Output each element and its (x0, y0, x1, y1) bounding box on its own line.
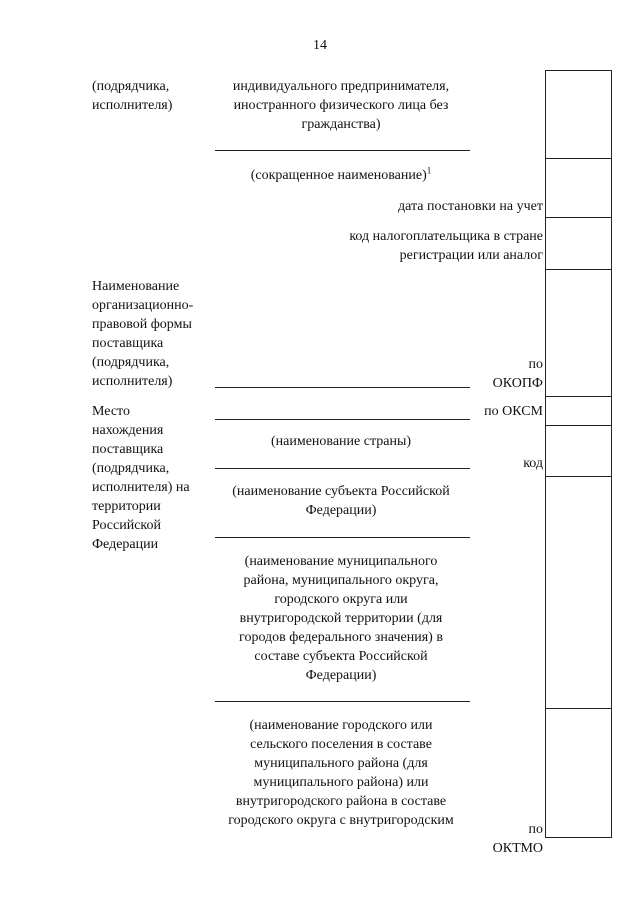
field-line-org-form (215, 387, 470, 388)
caption-municipal-district: (наименование муниципального района, муниципального округа, городского округа или внутригородской территории (для городов федерального значения) в составе субъекта Российской Федерации) (239, 554, 443, 683)
page-number: 14 (313, 38, 327, 53)
label-org-form: Наименование организационно- правовой формы поставщика (подрядчика, исполнителя) (92, 279, 194, 389)
footnote-marker: 1 (426, 165, 432, 176)
caption-country: (наименование страны) (270, 434, 412, 449)
caption-subject: (наименование субъекта Российской Федерации) (232, 484, 450, 518)
label-reg-date: дата постановки на учет (397, 199, 543, 214)
code-cell-divider (545, 217, 612, 218)
label-oksm: по ОКСМ (484, 404, 543, 419)
label-oktmo: по ОКТМО (492, 822, 543, 856)
label-location: Место нахождения поставщика (подрядчика, исполнителя) на территории Российской Федерации (92, 404, 190, 552)
label-taxpayer-code: код налогоплательщика в стране регистрации или аналог (349, 229, 543, 263)
code-cell-divider (545, 708, 612, 709)
label-okopf: по ОКОПФ (492, 357, 543, 391)
code-cell-divider (545, 476, 612, 477)
field-line-municipal (215, 537, 470, 538)
field-line-country (215, 419, 470, 420)
code-column (545, 70, 612, 838)
label-code: код (523, 456, 543, 471)
caption-entrepreneur: индивидуального предпринимателя, иностранного физического лица без гражданства) (232, 79, 450, 132)
code-cell-divider (545, 269, 612, 270)
caption-short-name-text: (сокращенное наименование) (250, 168, 427, 183)
caption-settlement: (наименование городского или сельского поселения в составе муниципального района (для муниципального района) или внутригородского района в составе городского округа с внутригородским (228, 718, 454, 828)
label-contractor: (подрядчика, исполнителя) (92, 79, 173, 113)
code-cell-divider (545, 396, 612, 397)
code-cell-divider (545, 425, 612, 426)
field-line-settlement (215, 701, 470, 702)
code-cell-divider (545, 158, 612, 159)
caption-short-name (213, 166, 469, 185)
field-line (215, 150, 470, 151)
field-line-subject (215, 468, 470, 469)
